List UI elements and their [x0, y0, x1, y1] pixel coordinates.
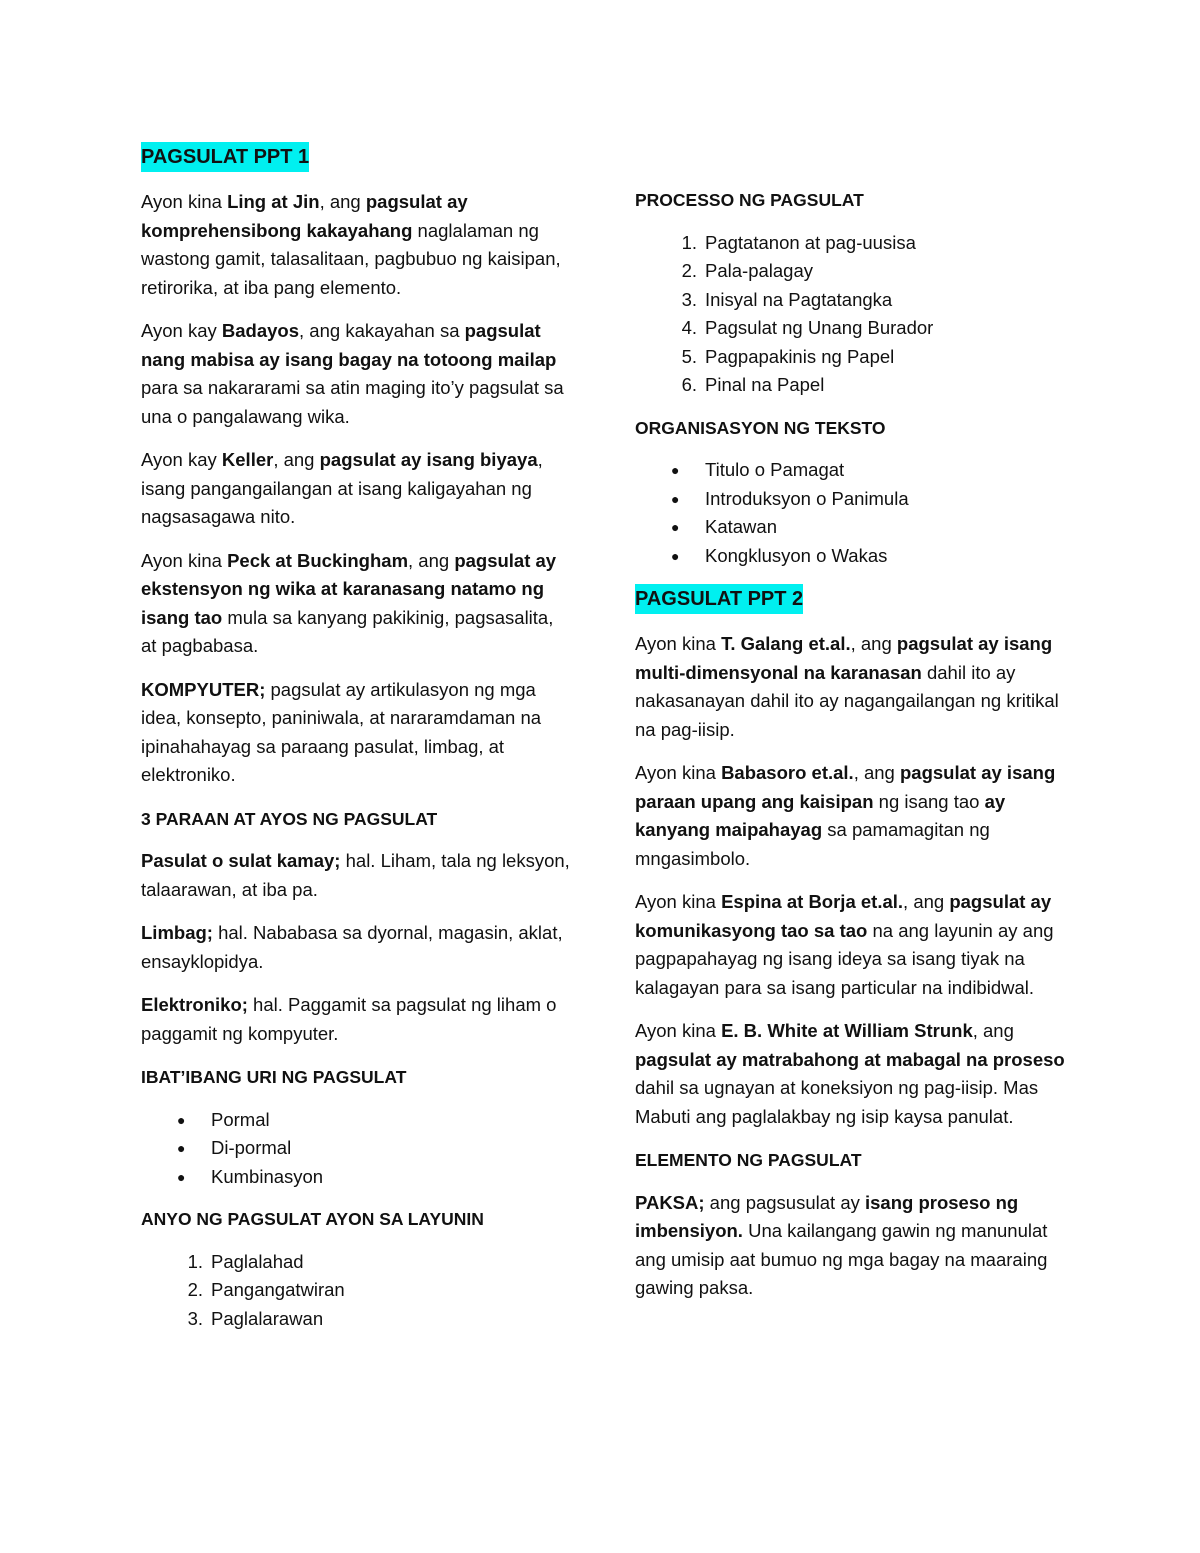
heading-proseso: PROCESSO NG PAGSULAT: [635, 190, 864, 210]
list-item: ● Kongklusyon o Wakas: [635, 542, 1075, 571]
list-item: 2. Pala-palagay: [681, 260, 813, 281]
left-column: [141, 142, 571, 1347]
heading-paraan: 3 PARAAN AT AYOS NG PAGSULAT: [141, 808, 438, 829]
list-item: ● Titulo o Pamagat: [635, 456, 1075, 485]
list-item: ● Kumbinasyon: [141, 1163, 571, 1192]
paragraph-ling-jin: Ayon kina Ling at Jin, ang pagsulat ay komprehensibong kakayahang naglalaman ng wastong gamit, talasalitaan, pagbubuo ng kaisipan, retirorika, at iba pang elemento.: [141, 191, 561, 298]
page-title: PAGSULAT PPT 1: [141, 142, 309, 172]
bullet-icon: ●: [671, 519, 680, 535]
bullet-icon: ●: [671, 462, 680, 478]
section-title-ppt2: PAGSULAT PPT 2: [635, 584, 803, 614]
list-item: 5. Pagpapakinis ng Papel: [681, 345, 895, 367]
list-item: ● Pormal: [141, 1106, 571, 1135]
paragraph-limbag: Limbag; hal. Nababasa sa dyornal, magasin, aklat, ensayklopidya.: [141, 922, 563, 972]
paragraph-elektroniko: Elektroniko; hal. Paggamit sa pagsulat ng liham o paggamit ng kompyuter.: [141, 994, 557, 1044]
list-item: 2. Pangangatwiran: [187, 1279, 345, 1300]
paragraph-galang: Ayon kina T. Galang et.al., ang pagsulat ay isang multi-dimensyonal na karanasan dahil ito ay nakasanayan dahil ito ay nagangailangan ng kritikal na pag-iisip.: [635, 633, 1059, 740]
list-item: 1. Paglalahad: [187, 1250, 304, 1272]
paragraph-peck-buckingham: Ayon kina Peck at Buckingham, ang pagsulat ay ekstensyon ng wika at karanasang natamo ng isang tao mula sa kanyang pakikinig, pagsasalita, at pagbabasa.: [141, 549, 557, 656]
paragraph-paksa: PAKSA; ang pagsusulat ay isang proseso ng imbensiyon. Una kailangang gawin ng manunulat ang umisip aat bumuo ng mga bagay na maaraing gawing paksa.: [635, 1191, 1048, 1298]
heading-elemento: ELEMENTO NG PAGSULAT: [635, 1150, 862, 1170]
bullet-icon: ●: [177, 1168, 186, 1185]
list-item: ● Introduksyon o Panimula: [635, 485, 1075, 514]
anyo-list: [141, 1248, 571, 1334]
heading-uri: IBAT’IBANG URI NG PAGSULAT: [141, 1067, 407, 1087]
list-item: 3. Inisyal na Pagtatangka: [681, 288, 893, 310]
bullet-icon: ●: [177, 1111, 186, 1128]
right-column: [635, 142, 1075, 1318]
paragraph-pasulat: Pasulat o sulat kamay; hal. Liham, tala ng leksyon, talaarawan, at iba pa.: [141, 850, 570, 900]
heading-organisasyon: ORGANISASYON NG TEKSTO: [635, 417, 886, 438]
list-item: 3. Paglalarawan: [187, 1307, 324, 1329]
list-item: 1. Pagtatanon at pag-uusisa: [681, 231, 916, 253]
paragraph-white-strunk: Ayon kina E. B. White at William Strunk, ang pagsulat ay matrabahong at mabagal na proseso dahil sa ugnayan at koneksiyon ng pag-iisip. Mas Mabuti ang paglalakbay ng isip kaysa panulat.: [635, 1020, 1065, 1127]
list-item: 4. Pagsulat ng Unang Burador: [681, 317, 934, 338]
bullet-icon: ●: [177, 1140, 186, 1156]
list-item: 6. Pinal na Papel: [681, 374, 825, 395]
heading-anyo: ANYO NG PAGSULAT AYON SA LAYUNIN: [141, 1209, 484, 1229]
uri-list: [141, 1106, 571, 1192]
paragraph-badayos: Ayon kay Badayos, ang kakayahan sa pagsulat nang mabisa ay isang bagay na totoong mailap para sa nakararami sa atin maging ito’y pagsulat sa una o pangalawang wika.: [141, 320, 564, 427]
list-item: ● Di-pormal: [141, 1134, 571, 1163]
bullet-icon: ●: [671, 547, 680, 564]
bullet-icon: ●: [671, 490, 680, 507]
proseso-list: [635, 229, 1075, 400]
paragraph-kompyuter: KOMPYUTER; pagsulat ay artikulasyon ng mga idea, konsepto, paniniwala, at nararamdaman na ipinahahayag sa paraang pasulat, limbag, at elektroniko.: [141, 678, 542, 785]
list-item: ● Katawan: [635, 513, 1075, 542]
paragraph-keller: Ayon kay Keller, ang pagsulat ay isang biyaya, isang pangangailangan at isang kaligayahan ng nagsasagawa nito.: [141, 449, 543, 527]
paragraph-espina-borja: Ayon kina Espina at Borja et.al., ang pagsulat ay komunikasyong tao sa tao na ang layunin ay ang pagpapahayag ng isang ideya sa isang tiyak na kalagayan para sa isang particular na indibidwal.: [635, 891, 1054, 998]
organisasyon-list: [635, 456, 1075, 570]
paragraph-babasoro: Ayon kina Babasoro et.al., ang pagsulat ay isang paraan upang ang kaisipan ng isang tao ay kanyang maipahayag sa pamamagitan ng mngasimbolo.: [635, 762, 1056, 869]
